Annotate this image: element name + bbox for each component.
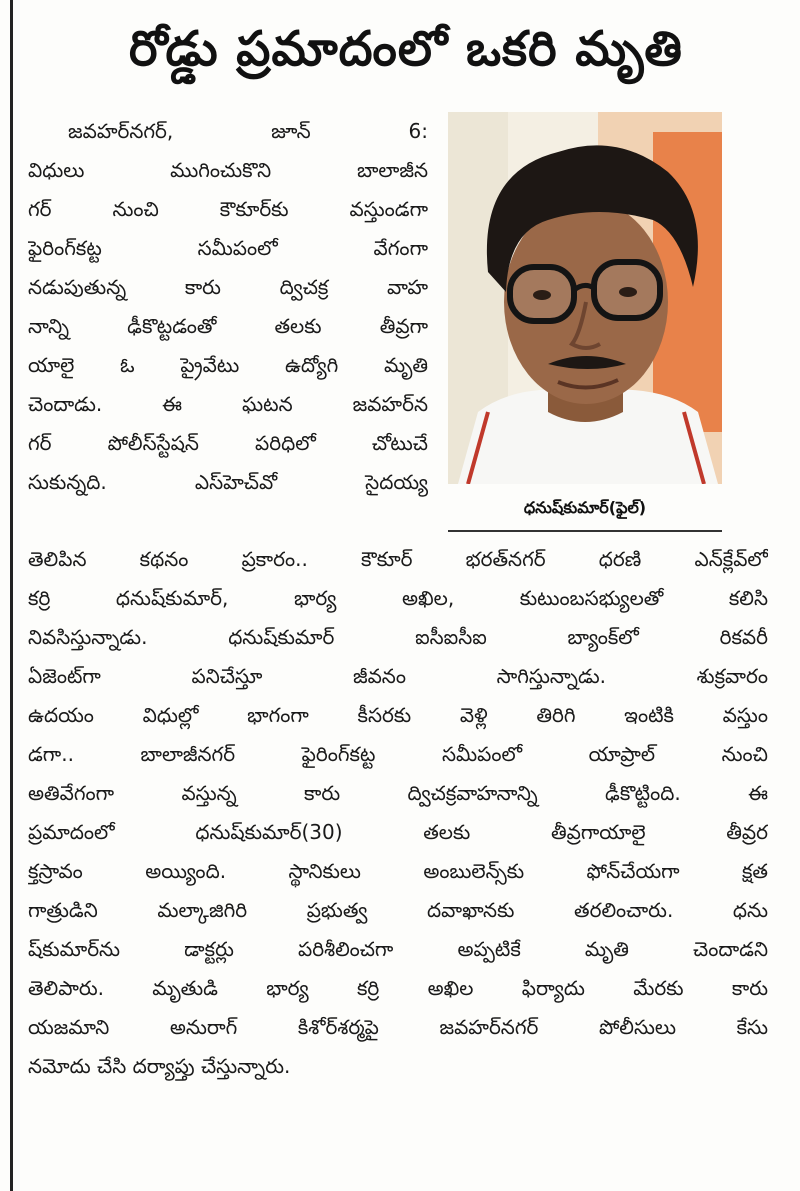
body-line: సుకున్నది. ఎస్‌హెచ్‌వో సైదయ్య — [28, 470, 428, 494]
body-line: ష్‌కుమార్‌ను డాక్టర్లు పరిశీలించగా అప్పటికే మృతి చెందాడని — [28, 937, 768, 961]
body-line: డగా.. బాలాజీనగర్‌ ఫైరింగ్‌కట్ట సమీపంలో యాప్రాల్‌ నుంచి — [28, 742, 768, 766]
body-line: నాన్ని ఢీకొట్టడంతో తలకు తీవ్రగా — [28, 314, 428, 338]
body-line: ఉదయం విధుల్లో భాగంగా కీసరకు వెళ్లి తిరిగి ఇంటికి వస్తుం — [28, 703, 768, 727]
body-line: చెందాడు. ఈ ఘటన జవహర్‌న — [28, 392, 428, 416]
body-line: విధులు ముగించుకొని బాలాజీన — [28, 158, 428, 182]
photo-caption: ధనుష్‌కుమార్‌(ఫైల్‌) — [523, 498, 647, 517]
caption-divider — [448, 530, 722, 532]
body-line: క్తస్రావం అయ్యింది. స్థానికులు అంబులెన్స్‌కు ఫోన్‌చేయగా క్షత — [28, 859, 768, 883]
person-portrait-icon — [448, 112, 722, 484]
body-line: గాత్రుడిని మల్కాజిగిరి ప్రభుత్వ దవాఖానకు తరలించారు. ధను — [28, 898, 768, 922]
page-margin-rule — [10, 0, 13, 1191]
body-line: నమోదు చేసి దర్యాప్తు చేస్తున్నారు. — [28, 1054, 291, 1078]
article-body-narrow-column — [28, 112, 428, 502]
body-line: కర్రి ధనుష్‌కుమార్‌, భార్య అఖిల, కుటుంబసభ్యులతో కలిసి — [28, 586, 768, 610]
body-line: యాలై ఓ ప్రైవేటు ఉద్యోగి మృతి — [28, 353, 428, 377]
body-line: గర్‌ నుంచి కౌకూర్‌కు వస్తుండగా — [28, 197, 428, 221]
body-line: తెలిపిన కథనం ప్రకారం.. కౌకూర్‌ భరత్‌నగర్‌ ధరణి ఎన్‌క్లేవ్‌లో — [28, 547, 768, 571]
person-photo — [448, 112, 722, 484]
body-line: నివసిస్తున్నాడు. ధనుష్‌కుమార్‌ ఐసీఐసీఐ బ్యాంక్‌లో రికవరీ — [28, 625, 768, 649]
body-line: జవహర్‌నగర్‌, జూన్‌ 6: — [68, 119, 428, 143]
body-line: యజమాని అనురాగ్‌ కిశోర్‌శర్మపై జవహర్‌నగర్‌ పోలీసులు కేసు — [28, 1015, 768, 1039]
body-line: ఫైరింగ్‌కట్ట సమీపంలో వేగంగా — [28, 236, 428, 260]
body-line: గర్‌ పోలీస్‌స్టేషన్‌ పరిధిలో చోటుచే — [28, 431, 428, 455]
body-line: అతివేగంగా వస్తున్న కారు ద్విచక్రవాహనాన్ని ఢీకొట్టింది. ఈ — [28, 781, 768, 805]
body-line: ఏజెంట్‌గా పనిచేస్తూ జీవనం సాగిస్తున్నాడు. శుక్రవారం — [28, 664, 768, 688]
body-line: తెలిపారు. మృతుడి భార్య కర్రి అఖిల ఫిర్యాదు మేరకు కారు — [28, 976, 768, 1000]
body-line: ప్రమాదంలో ధనుష్‌కుమార్‌(30) తలకు తీవ్రగాయాలై తీవ్రర — [28, 820, 768, 844]
article-body-wide-column — [28, 540, 768, 1086]
article-headline: రోడ్డు ప్రమాదంలో ఒకరి మృతి — [129, 21, 683, 77]
body-line: నడుపుతున్న కారు ద్విచక్ర వాహ — [28, 275, 428, 299]
